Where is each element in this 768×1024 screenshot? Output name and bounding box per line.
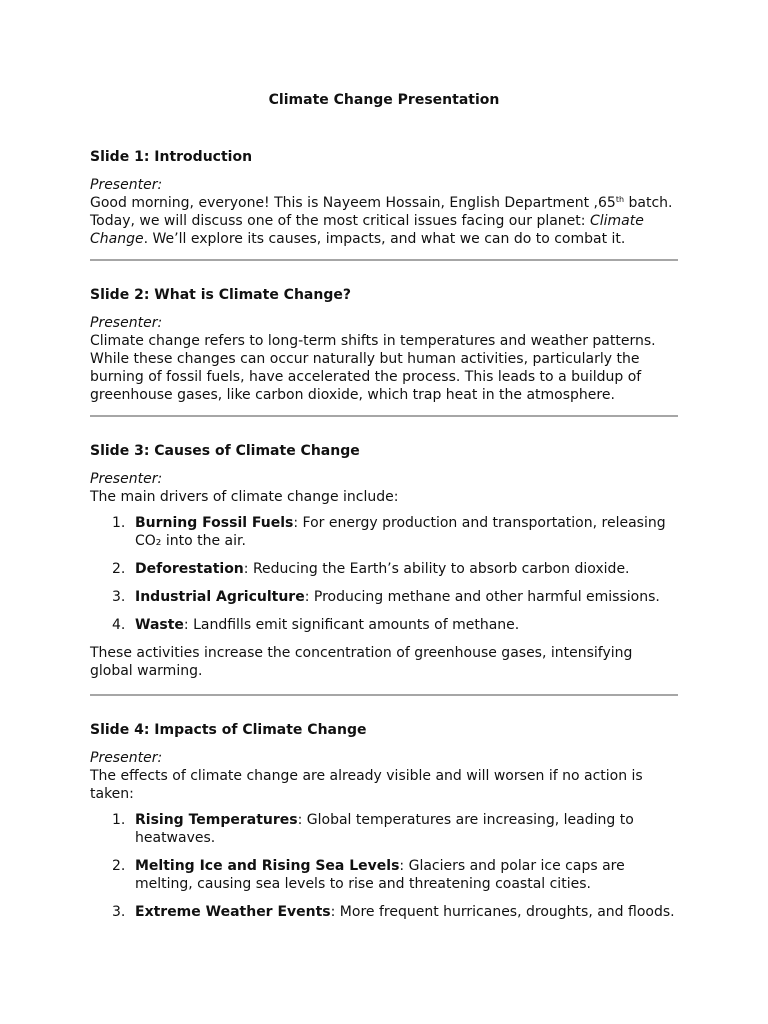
list-item-term: Industrial Agriculture [135,589,305,605]
divider-1 [90,259,678,261]
slide-1-emphasis: Climate Change [90,213,644,247]
list-item-number: 2. [112,561,126,577]
slide-4-section [90,721,678,931]
slide-1-text-b: batch. Today, we will discuss one of the most critical issues facing our planet: [90,195,673,229]
list-item [90,903,678,921]
list-item [90,588,678,606]
divider-3 [90,694,678,696]
slide-3-section [90,442,678,680]
slide-3-presenter-label: Presenter: [90,471,163,487]
list-item-term: Melting Ice and Rising Sea Levels [135,858,400,874]
slide-4-heading: Slide 4: Impacts of Climate Change [90,722,367,738]
list-item-description: : For energy production and transportation, releasing CO₂ into the air. [135,515,666,549]
list-item-number: 3. [112,904,126,920]
list-item [90,857,678,893]
divider-2 [90,415,678,417]
list-item-number: 2. [112,858,126,874]
slide-1-heading: Slide 1: Introduction [90,149,253,165]
slide-2-section [90,286,678,404]
list-item-description: : Reducing the Earth’s ability to absorb carbon dioxide. [243,561,630,577]
list-item-description: : Producing methane and other harmful emissions. [304,589,660,605]
slide-1-text-c: . We’ll explore its causes, impacts, and what we can do to combat it. [143,231,626,247]
list-item-term: Burning Fossil Fuels [135,515,294,531]
list-item-term: Rising Temperatures [135,812,298,828]
slide-3-intro: The main drivers of climate change include: [90,489,399,505]
slide-4-intro: The effects of climate change are already visible and will worsen if no action is taken: [90,768,643,802]
list-item [90,560,678,578]
slide-4-presenter-label: Presenter: [90,750,163,766]
slide-1-superscript: th [615,195,625,204]
list-item-number: 1. [112,812,126,828]
list-item [90,514,678,550]
list-item-description: : Global temperatures are increasing, leading to heatwaves. [135,812,634,846]
slide-1-section [90,148,678,248]
list-item-description: : More frequent hurricanes, droughts, and floods. [330,904,675,920]
list-item-term: Extreme Weather Events [135,904,331,920]
slide-3-causes-list [90,514,678,634]
list-item [90,811,678,847]
list-item-term: Waste [135,617,184,633]
list-item-description: : Landfills emit significant amounts of methane. [183,617,520,633]
slide-2-presenter-label: Presenter: [90,315,163,331]
slide-3-heading: Slide 3: Causes of Climate Change [90,443,360,459]
list-item-number: 1. [112,515,126,531]
list-item-description: : Glaciers and polar ice caps are melting, causing sea levels to rise and threatening coastal cities. [135,858,625,892]
slide-1-presenter-label: Presenter: [90,177,163,193]
document-title: Climate Change Presentation [268,92,500,108]
slide-3-outro: These activities increase the concentration of greenhouse gases, intensifying global warming. [90,645,633,679]
list-item-term: Deforestation [135,561,244,577]
slide-2-heading: Slide 2: What is Climate Change? [90,287,351,303]
slide-2-text: Climate change refers to long-term shifts in temperatures and weather patterns. While these changes can occur naturally but human activities, particularly the burning of fossil fuels, have accelerated the process. This leads to a buildup of greenhouse gases, like carbon dioxide, which trap heat in the atmosphere. [90,333,656,403]
slide-1-text-a: Good morning, everyone! This is Nayeem Hossain, English Department ,65 [90,195,616,211]
list-item [90,616,678,634]
list-item-number: 4. [112,617,126,633]
slide-4-impacts-list [90,811,678,921]
slide-1-text [90,194,678,248]
list-item-number: 3. [112,589,126,605]
